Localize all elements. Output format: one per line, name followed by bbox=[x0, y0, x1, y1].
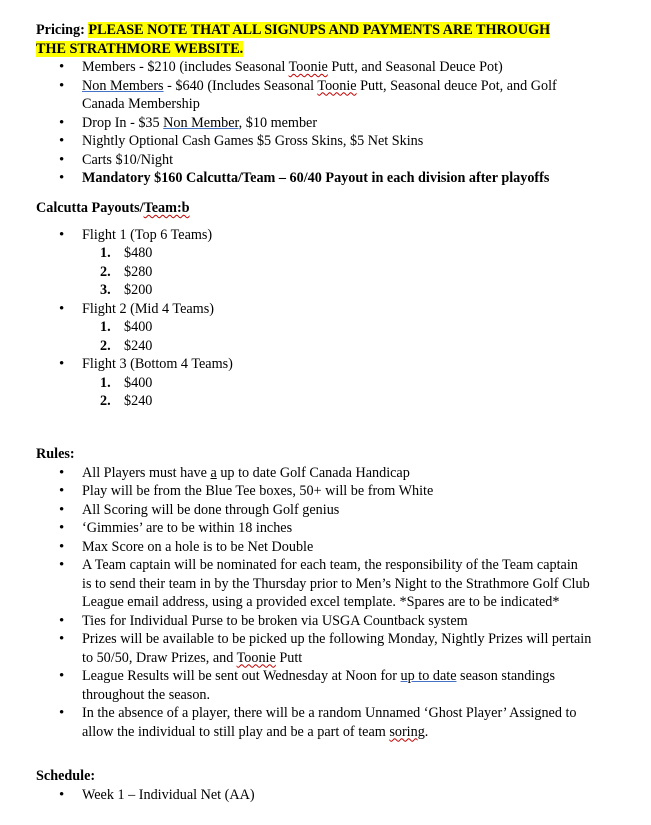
list-item-members: • Members - $210 (includes Seasonal Toonie Putt, and Seasonal Deuce Pot) bbox=[36, 58, 611, 77]
list-item-carts: • Carts $10/Night bbox=[36, 151, 611, 170]
list-item-cash-games: • Nightly Optional Cash Games $5 Gross Skins, $5 Net Skins bbox=[36, 132, 611, 151]
list-item-calcutta: • Mandatory $160 Calcutta/Team – 60/40 Payout in each division after playoffs bbox=[36, 169, 611, 188]
calcutta-heading: Calcutta Payouts/Team:b bbox=[36, 200, 190, 216]
list-item-rule: • In the absence of a player, there will be a random Unnamed ‘Ghost Player’ Assigned to allow the individual to still play and be a part of team soring. bbox=[36, 704, 611, 741]
rules-heading: Rules: bbox=[36, 446, 75, 462]
list-item-rule: • Prizes will be available to be picked up the following Monday, Nightly Prizes will pertain to 50/50, Draw Prizes, and Toonie Putt bbox=[36, 630, 611, 667]
list-item-flight-1: • Flight 1 (Top 6 Teams) 1. $480 2. $280 3. $200 bbox=[36, 226, 611, 300]
payout-row: 2. $240 bbox=[100, 393, 153, 409]
list-item-non-members: • Non Members - $640 (Includes Seasonal Toonie Putt, Seasonal deuce Pot, and Golf Canada Membership bbox=[36, 77, 611, 114]
rules-list bbox=[36, 464, 611, 742]
list-item-week-1: • Week 1 – Individual Net (AA) bbox=[36, 786, 611, 805]
list-item-rule: • All Players must have a up to date Golf Canada Handicap bbox=[36, 464, 611, 483]
payout-row: 1. $400 bbox=[100, 319, 153, 335]
schedule-section bbox=[36, 767, 611, 804]
payout-row: 2. $240 bbox=[100, 337, 153, 354]
pricing-list bbox=[36, 58, 611, 188]
flight-list bbox=[36, 226, 611, 411]
signup-notice-line2: THE STRATHMORE WEBSITE. bbox=[36, 40, 244, 57]
schedule-list bbox=[36, 786, 611, 805]
signup-notice-line1: PLEASE NOTE THAT ALL SIGNUPS AND PAYMENTS ARE THROUGH bbox=[88, 22, 551, 38]
list-item-rule: • ‘Gimmies’ are to be within 18 inches bbox=[36, 519, 611, 538]
rules-section bbox=[36, 445, 611, 741]
list-item-rule: • Ties for Individual Purse to be broken via USGA Countback system bbox=[36, 612, 611, 631]
list-item-drop-in: • Drop In - $35 Non Member, $10 member bbox=[36, 114, 611, 133]
schedule-heading: Schedule: bbox=[36, 768, 96, 784]
list-item-flight-2: • Flight 2 (Mid 4 Teams) 1. $400 2. $240 bbox=[36, 300, 611, 356]
payout-row: 2. $280 bbox=[100, 263, 153, 280]
pricing-notice bbox=[36, 21, 611, 58]
calcutta-section bbox=[36, 199, 611, 411]
list-item-rule: • Play will be from the Blue Tee boxes, 50+ will be from White bbox=[36, 482, 611, 501]
list-item-rule: • All Scoring will be done through Golf genius bbox=[36, 501, 611, 520]
payout-row: 3. $200 bbox=[100, 282, 153, 298]
payout-row: 1. $400 bbox=[100, 374, 153, 391]
pricing-section bbox=[36, 21, 611, 188]
list-item-flight-3: • Flight 3 (Bottom 4 Teams) 1. $400 2. $240 bbox=[36, 355, 611, 411]
list-item-rule: • A Team captain will be nominated for each team, the responsibility of the Team captain is to send their team in by the Thursday prior to Men’s Night to the Strathmore Golf Club League email address, using a provided excel template. *Spares are to be indicated* bbox=[36, 556, 611, 612]
list-item-rule: • League Results will be sent out Wednesday at Noon for up to date season standings throughout the season. bbox=[36, 667, 611, 704]
list-item-rule: • Max Score on a hole is to be Net Double bbox=[36, 538, 611, 557]
payout-row: 1. $480 bbox=[100, 245, 153, 261]
pricing-label: Pricing: bbox=[36, 22, 85, 38]
